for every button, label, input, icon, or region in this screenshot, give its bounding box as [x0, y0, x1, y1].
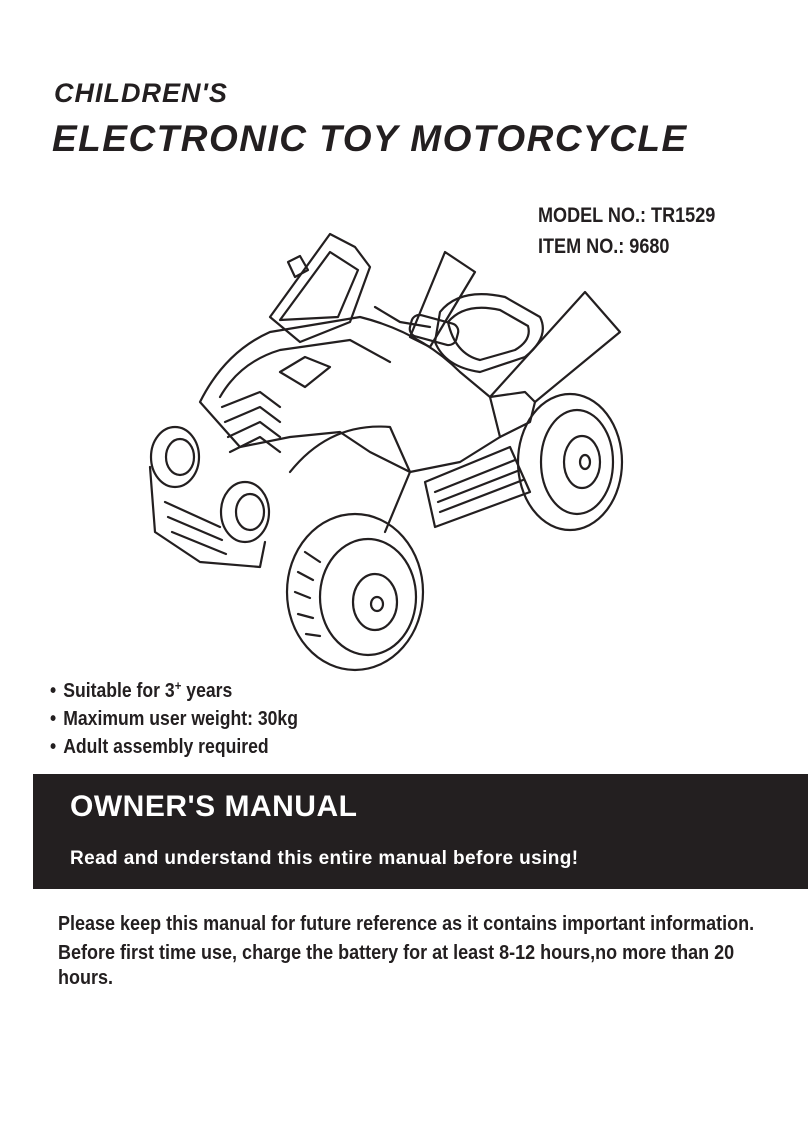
banner-warning: Read and understand this entire manual before using! — [70, 848, 579, 869]
feature-assembly: • Adult assembly required — [50, 733, 298, 761]
windshield — [270, 234, 370, 342]
feature-list — [50, 677, 332, 761]
owners-manual-banner — [33, 774, 808, 889]
atv-illustration — [130, 222, 630, 682]
manual-notes — [58, 912, 778, 995]
note-charge-battery: Before first time use, charge the battery for at least 8-12 hours,no more than 20 hours. — [58, 942, 735, 989]
rear-fender — [490, 292, 620, 402]
headlight-left — [151, 427, 199, 487]
item-number: ITEM NO.: 9680 — [538, 235, 670, 258]
banner-title: OWNER'S MANUAL — [70, 790, 358, 823]
headlight-right — [221, 482, 269, 542]
manual-subtitle: CHILDREN'S — [54, 78, 228, 108]
feature-age: • Suitable for 3+ years — [50, 677, 298, 705]
note-keep-manual: Please keep this manual for future reference as it contains important information. — [58, 913, 755, 935]
model-number: MODEL NO.: TR1529 — [538, 204, 716, 227]
manual-title: ELECTRONIC TOY MOTORCYCLE — [52, 118, 688, 159]
rear-wheel — [518, 394, 622, 530]
feature-weight: • Maximum user weight: 30kg — [50, 705, 298, 733]
